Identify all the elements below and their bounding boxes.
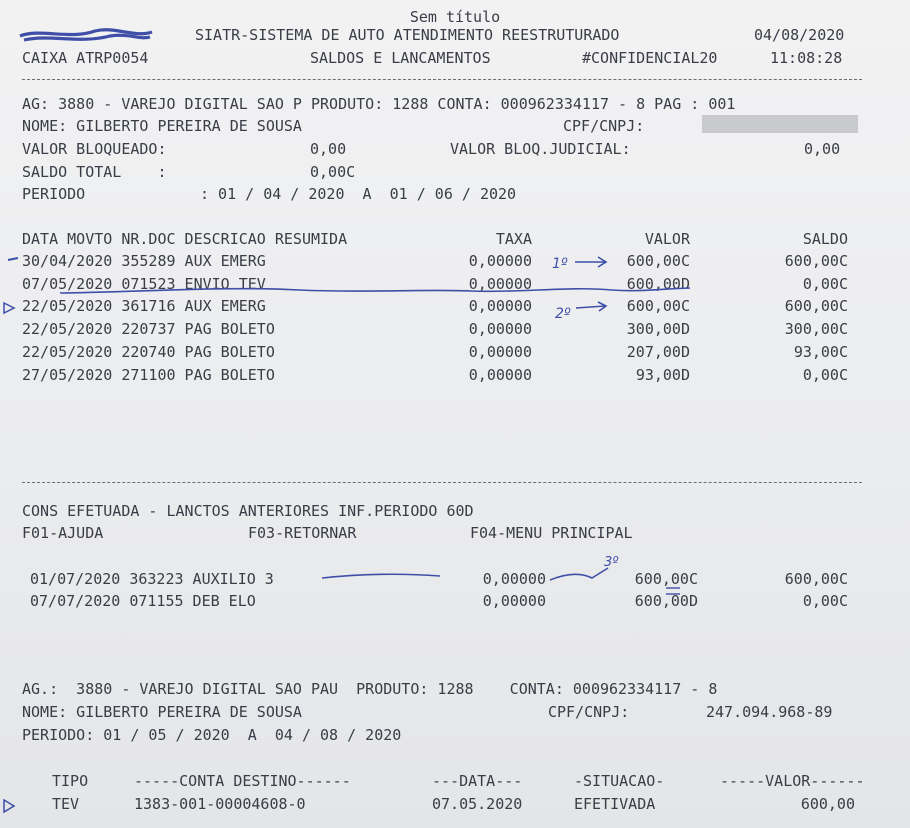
row-valor: 600,00C	[626, 252, 690, 270]
row-taxa: 0,00000	[468, 320, 532, 338]
row-description: 22/05/2020 220737 PAG BOLETO	[22, 320, 275, 338]
row-taxa: 0,00000	[468, 252, 532, 270]
total-label: SALDO TOTAL :	[22, 163, 167, 181]
row-saldo: 600,00C	[784, 252, 848, 270]
row-valor: 207,00D	[626, 343, 690, 361]
row-valor: 93,00D	[635, 366, 690, 384]
f04-main-menu-key[interactable]: F04-MENU PRINCIPAL	[470, 524, 633, 542]
blocked-label: VALOR BLOQUEADO:	[22, 140, 167, 158]
annotation-mark: 2º	[555, 306, 571, 322]
transfer-period: PERIODO: 01 / 05 / 2020 A 04 / 08 / 2020	[22, 726, 402, 744]
row-valor: 600,00D	[634, 592, 698, 610]
total-value: 0,00C	[310, 163, 356, 181]
transfer-cpf-value: 247.094.968-89	[706, 703, 833, 721]
holder-name: NOME: GILBERTO PEREIRA DE SOUSA	[22, 117, 302, 135]
row-description: 27/05/2020 271100 PAG BOLETO	[22, 366, 275, 384]
row-description: 07/05/2020 071523 ENVIO TEV	[22, 275, 266, 293]
table-header-main: DATA MOVTO NR.DOC DESCRICAO RESUMIDA	[22, 230, 348, 248]
row-valor: 600,00C	[626, 297, 690, 315]
period-label: PERIODO	[22, 185, 86, 203]
transfer-header-data: ---DATA---	[432, 772, 523, 790]
cpf-label: CPF/CNPJ:	[563, 117, 645, 135]
margin-arrow	[4, 800, 14, 812]
row-description: 01/07/2020 363223 AUXILIO 3	[30, 570, 274, 588]
row-taxa: 0,00000	[482, 592, 546, 610]
annotation-mark: 1º	[552, 256, 568, 272]
row-valor: 300,00D	[626, 320, 690, 338]
row-taxa: 0,00000	[468, 275, 532, 293]
header-date: 04/08/2020	[754, 26, 845, 44]
f01-help-key[interactable]: F01-AJUDA	[22, 524, 104, 542]
transfer-valor: 600,00	[800, 795, 855, 813]
transfer-header-tipo: TIPO	[52, 772, 89, 790]
transfer-header-destino: -----CONTA DESTINO------	[134, 772, 351, 790]
table-header-saldo: SALDO	[802, 230, 848, 248]
row-description: 22/05/2020 220740 PAG BOLETO	[22, 343, 275, 361]
redacted-cpf	[702, 115, 858, 133]
margin-mark	[8, 258, 18, 260]
row-description: 22/05/2020 361716 AUX EMERG	[22, 297, 266, 315]
row-saldo: 600,00C	[784, 570, 848, 588]
account-line: AG: 3880 - VAREJO DIGITAL SAO P PRODUTO: 1288 CONTA: 000962334117 - 8 PAG : 001	[22, 95, 736, 113]
header-time: 11:08:28	[770, 49, 843, 67]
margin-arrow	[4, 303, 14, 313]
row-valor: 600,00D	[626, 275, 690, 293]
row-description: 07/07/2020 071155 DEB ELO	[30, 592, 256, 610]
transfer-data: 07.05.2020	[432, 795, 523, 813]
screen-title: SALDOS E LANCAMENTOS	[310, 49, 491, 67]
transfer-situacao: EFETIVADA	[574, 795, 656, 813]
system-title: SIATR-SISTEMA DE AUTO ATENDIMENTO REESTRUTURADO	[195, 26, 620, 44]
judicial-value: 0,00	[804, 140, 841, 158]
row-description: 30/04/2020 355289 AUX EMERG	[22, 252, 266, 270]
header-divider	[22, 79, 862, 80]
footer-divider	[22, 482, 862, 483]
row-saldo: 0,00C	[802, 592, 848, 610]
annotation-mark: 3º	[604, 555, 619, 570]
transfer-cpf-label: CPF/CNPJ:	[548, 703, 630, 721]
table-header-valor: VALOR	[644, 230, 690, 248]
row-taxa: 0,00000	[482, 570, 546, 588]
redaction-scribble	[20, 30, 152, 40]
judicial-label: VALOR BLOQ.JUDICIAL:	[450, 140, 631, 158]
consult-notice: CONS EFETUADA - LANCTOS ANTERIORES INF.PERIODO 60D	[22, 502, 474, 520]
row-taxa: 0,00000	[468, 297, 532, 315]
row-taxa: 0,00000	[468, 366, 532, 384]
transfer-destino: 1383-001-00004608-0	[134, 795, 306, 813]
transfer-header-valor: -----VALOR------	[720, 772, 865, 790]
blocked-value: 0,00	[310, 140, 347, 158]
f03-back-key[interactable]: F03-RETORNAR	[248, 524, 357, 542]
transfer-header-situacao: -SITUACAO-	[574, 772, 665, 790]
period-value: : 01 / 04 / 2020 A 01 / 06 / 2020	[200, 185, 517, 203]
window-title: Sem título	[409, 8, 501, 26]
row-saldo: 93,00C	[793, 343, 848, 361]
row-saldo: 600,00C	[784, 297, 848, 315]
row-saldo: 0,00C	[802, 366, 848, 384]
connector-stroke	[322, 574, 440, 578]
row-saldo: 0,00C	[802, 275, 848, 293]
row-taxa: 0,00000	[468, 343, 532, 361]
transfer-holder-name: NOME: GILBERTO PEREIRA DE SOUSA	[22, 703, 302, 721]
confidential-tag: #CONFIDENCIAL20	[582, 49, 718, 67]
transfer-account-line: AG.: 3880 - VAREJO DIGITAL SAO PAU PRODUTO: 1288 CONTA: 000962334117 - 8	[22, 680, 718, 698]
row-valor: 600,00C	[634, 570, 698, 588]
row-saldo: 300,00C	[784, 320, 848, 338]
table-header-taxa: TAXA	[495, 230, 532, 248]
terminal-id: CAIXA ATRP0054	[22, 49, 149, 67]
transfer-tipo: TEV	[52, 795, 80, 813]
